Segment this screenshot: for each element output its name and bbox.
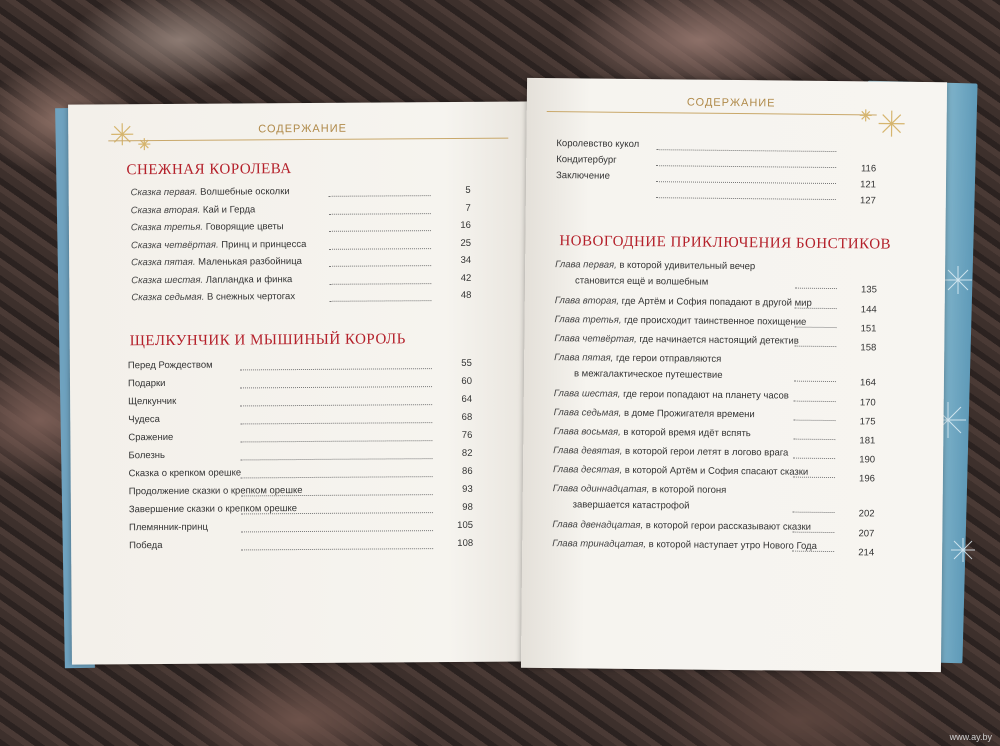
toc-entry-chapter-label: Сказка вторая. [130,204,201,216]
toc-entry [555,314,807,328]
page-number: 196 [859,473,875,485]
leader-dots [794,420,836,421]
toc-entry [556,170,610,182]
toc-entry [554,352,721,365]
leader-dots [241,548,433,550]
toc-entry-chapter-label: Глава третья, [554,314,622,326]
toc-entry [552,519,811,533]
leader-dots [241,458,433,460]
page-number: 86 [462,465,473,477]
header-rule [547,111,877,115]
page-number: 93 [462,483,473,495]
leader-dots [329,230,431,232]
toc-entry-chapter-label: Глава одиннадцатая, [552,483,650,496]
toc-entry-title: в которой герои летят в логово врага [622,446,789,459]
contents-header: СОДЕРЖАНИЕ [686,96,776,110]
toc-entry-chapter-label: Сказка третья. [130,221,204,234]
toc-entry-title: Сказка о крепком орешке [128,467,242,480]
toc-entry-chapter-label: Глава шестая, [553,388,621,400]
toc-entry-title: в которой удивительный вечер [616,259,756,273]
leader-dots [240,368,432,370]
toc-entry-title: Кондитербург [556,154,617,166]
toc-entry-chapter-label: Сказка первая. [130,186,198,199]
section-title-nutcracker: ЩЕЛКУНЧИК И МЫШИНЫЙ КОРОЛЬ [129,331,406,350]
leader-dots [240,422,432,424]
toc-entry-chapter-label: Глава вторая, [554,295,620,307]
page-number: 48 [460,289,472,301]
toc-entry [555,259,755,272]
leader-dots [794,327,836,328]
leader-dots [792,532,834,533]
leader-dots [329,265,431,267]
toc-entry [556,154,616,166]
page-number: 76 [461,429,473,441]
page-number: 175 [859,416,876,428]
leader-dots [329,195,431,197]
leader-dots [329,300,431,302]
toc-entry-title: Лапландка и финка [203,273,293,286]
toc-entry [554,407,755,420]
toc-entry-title: Чудеса [128,414,160,426]
toc-entry [131,186,290,198]
toc-entry [553,483,727,496]
toc-entry [553,426,751,439]
leader-dots [656,181,836,184]
toc-entry-chapter-label: Глава тринадцатая, [552,538,647,551]
toc-entry-title: где происходит таинственное похищение [621,314,807,328]
toc-entry [555,295,812,309]
page-number: 214 [858,547,875,559]
page-number: 207 [858,528,875,540]
leader-dots [240,404,432,406]
toc-entry-title: в которой погоня [649,484,727,497]
page-number: 116 [860,163,877,175]
toc-entry-title: в которой Артём и София спасают сказки [622,465,809,478]
leader-dots [240,386,432,388]
toc-entry [131,291,295,303]
leader-dots [241,476,433,478]
toc-entry-chapter-label: Глава первая, [555,259,617,271]
page-number: 108 [457,537,474,549]
toc-entry [554,333,799,347]
toc-entry-title: где герои попадают на планету часов [620,389,789,402]
leader-dots [329,283,431,285]
page-number: 55 [461,357,472,369]
toc-entry-title: Заключение [556,170,610,182]
toc-entry-title: Маленькая разбойница [195,256,302,268]
leader-dots [329,248,431,250]
header-rule [108,138,508,142]
toc-entry-title: Болезнь [128,449,166,462]
leader-dots [329,213,431,215]
page-number: 16 [460,219,471,231]
page-number: 158 [860,342,877,354]
toc-entry-chapter-label: Сказка четвёртая. [130,239,219,251]
leader-dots [795,308,837,309]
page-number: 42 [460,272,472,284]
leader-dots [240,440,432,442]
toc-entry-title: Завершение сказки о крепком орешке [128,503,298,516]
toc-entry-title: Подарки [127,377,166,390]
toc-entry [131,221,284,233]
page-number: 181 [859,435,876,447]
toc-entry [131,256,302,268]
toc-entry-title: Королевство кукол [556,138,640,150]
page-number: 170 [859,397,876,409]
toc-entry-title: Продолжение сказки о крепком орешке [128,485,303,498]
page-number: 34 [460,254,472,266]
leader-dots [656,197,836,200]
page-number: 151 [860,323,877,335]
page-number: 7 [465,202,471,214]
toc-entry-title: Перед Рождеством [127,359,213,372]
toc-entry-chapter-label: Сказка шестая. [131,274,204,286]
toc-entry-chapter-label: Глава двенадцатая, [552,519,644,532]
page-number: 68 [461,411,473,423]
toc-entry-chapter-label: Глава восьмая, [553,426,621,439]
toc-entry [554,388,789,401]
leader-dots [794,381,836,382]
page-number: 5 [465,184,471,196]
contents-header: СОДЕРЖАНИЕ [258,122,347,136]
section-title-snow-queen: СНЕЖНАЯ КОРОЛЕВА [126,161,292,179]
toc-entry-title: где начинается настоящий детектив [636,334,799,347]
toc-entry [128,450,165,461]
snowflake-icon [851,103,911,148]
toc-entry [128,396,176,407]
page-number: 164 [860,377,876,389]
page-number: 25 [460,237,472,249]
toc-entry-title: Племянник-принц [128,521,208,534]
toc-entry-chapter-label: Глава десятая, [552,464,623,477]
leader-dots [241,494,433,496]
toc-entry-chapter-label: Глава седьмая, [553,407,622,420]
leader-dots [656,165,836,168]
toc-entry-title: в которой время идёт вспять [620,427,751,440]
page-number: 105 [457,519,474,531]
page-number: 121 [860,179,877,191]
page-number: 64 [461,393,473,405]
page-number: 60 [461,375,473,387]
toc-entry [129,540,162,551]
toc-entry [552,538,817,552]
toc-entry [556,138,639,150]
leader-dots [793,439,835,440]
page-number: 127 [859,195,876,207]
watermark: www.ay.by [949,732,992,742]
toc-entry-title: Принц и принцесса [218,238,307,251]
toc-entry-chapter-label: Сказка седьмая. [131,291,205,304]
toc-entry-title: Сражение [128,431,174,444]
page-number: 98 [462,501,473,513]
page-number: 82 [461,447,473,459]
toc-entry [131,274,292,286]
snowflake-icon [104,118,164,154]
leader-dots [794,401,836,402]
toc-entry-chapter-label: Глава четвёртая, [554,333,637,346]
toc-entry-title: в которой наступает утро Нового Года [645,539,817,553]
toc-entry-title: Победа [129,539,163,552]
toc-entry [553,445,788,458]
section-title-bonstiki: НОВОГОДНИЕ ПРИКЛЮЧЕНИЯ БОНСТИКОВ [559,233,892,253]
toc-entry-chapter-label: Глава пятая, [554,352,614,364]
left-page [68,101,542,664]
toc-entry-title-continued: становится ещё и волшебным [574,275,709,288]
toc-entry [129,467,242,479]
leader-dots [794,346,836,347]
toc-entry-title: где герои отправляются [613,352,722,365]
toc-entry-chapter-label: Глава девятая, [553,445,623,458]
toc-entry-title-continued: завершается катастрофой [572,499,690,512]
toc-entry [128,432,173,443]
leader-dots [795,288,837,289]
toc-entry [131,204,256,216]
toc-entry [128,414,160,425]
toc-entry-title: в которой герои рассказывают сказки [643,520,812,534]
toc-entry [553,464,808,478]
page-number: 144 [860,304,877,316]
toc-entry [128,378,166,389]
toc-entry-chapter-label: Сказка пятая. [131,256,196,269]
right-page [521,78,947,672]
toc-entry-title: Кай и Герда [200,203,256,216]
toc-entry [128,360,213,372]
toc-entry-title: Говорящие цветы [203,221,284,233]
leader-dots [792,551,834,552]
toc-entry-title: в доме Прожигателя времени [621,408,755,421]
page-number: 190 [859,454,876,466]
leader-dots [793,512,835,513]
toc-entry-title-continued: в межгалактическое путешествие [573,368,723,382]
page-number: 202 [858,508,875,520]
toc-entry [129,522,208,534]
leader-dots [793,458,835,459]
leader-dots [241,512,433,514]
toc-entry-title: Щелкунчик [128,395,177,408]
toc-entry [131,238,306,250]
leader-dots [793,477,835,478]
leader-dots [656,149,836,152]
toc-entry-title: В снежных чертогах [204,291,296,303]
leader-dots [241,530,433,532]
page-number: 135 [860,284,877,296]
toc-entry-title: Волшебные осколки [197,186,290,198]
toc-entry-title: где Артём и София попадают в другой мир [619,295,812,309]
